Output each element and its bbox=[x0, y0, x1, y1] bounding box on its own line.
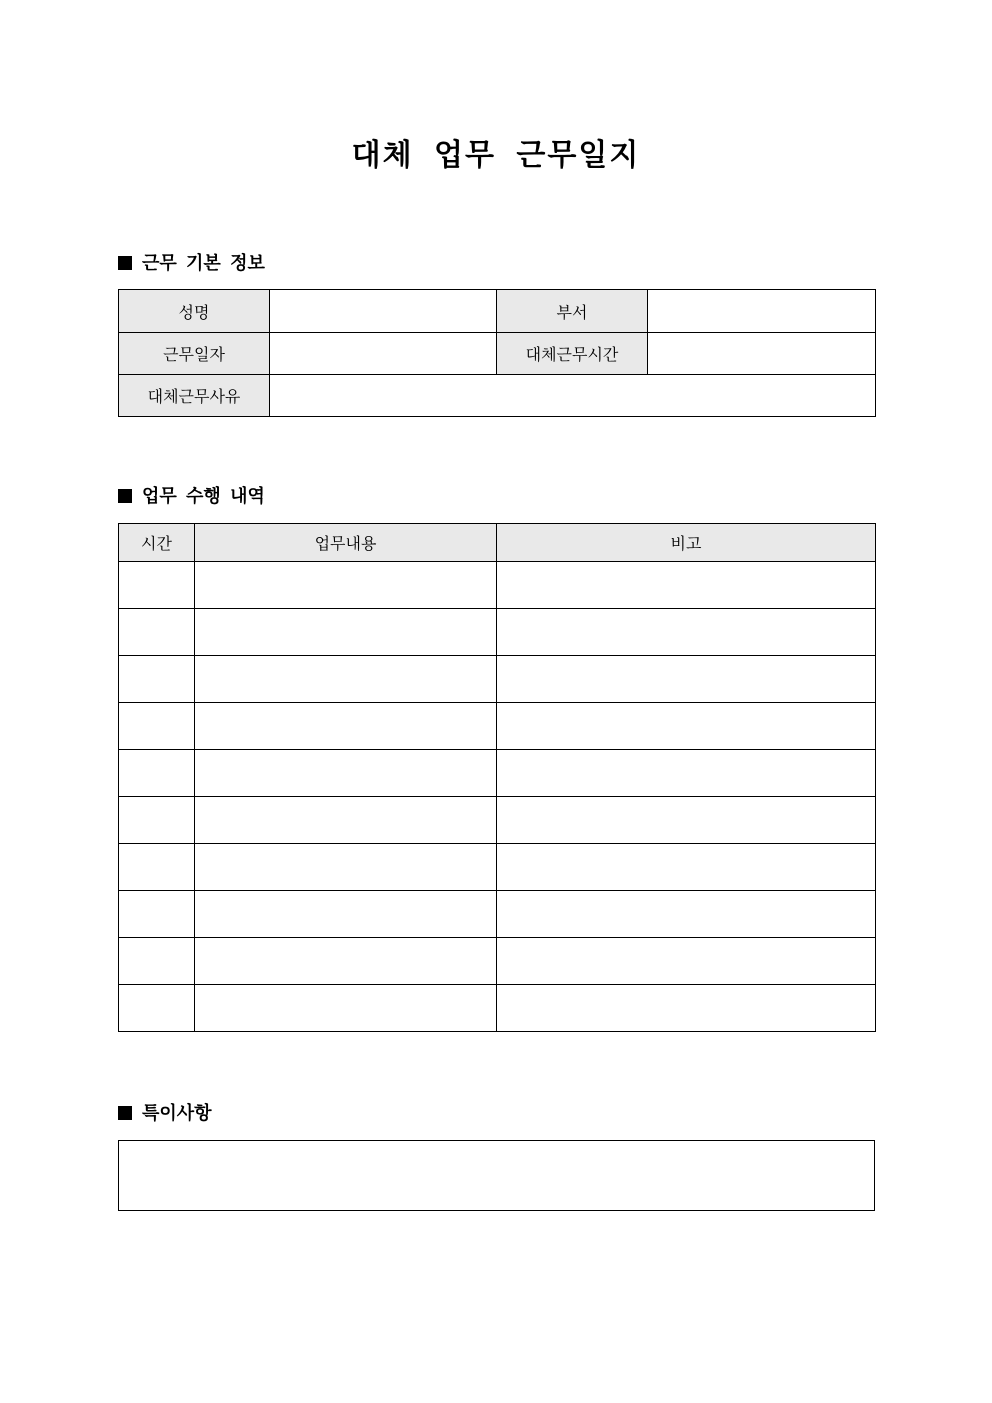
square-bullet-icon bbox=[118, 1106, 132, 1120]
time-cell[interactable] bbox=[119, 703, 195, 750]
info-row-date bbox=[119, 333, 876, 375]
time-cell[interactable] bbox=[119, 609, 195, 656]
substitute-reason-field[interactable] bbox=[270, 375, 876, 417]
task-cell[interactable] bbox=[195, 938, 497, 985]
table-row bbox=[119, 656, 876, 703]
task-log-table bbox=[118, 523, 876, 1032]
task-cell[interactable] bbox=[195, 985, 497, 1032]
substitute-reason-label: 대체근무사유 bbox=[119, 375, 270, 417]
task-cell[interactable] bbox=[195, 703, 497, 750]
note-cell[interactable] bbox=[497, 938, 876, 985]
table-row bbox=[119, 938, 876, 985]
name-label: 성명 bbox=[119, 290, 270, 333]
note-cell[interactable] bbox=[497, 562, 876, 609]
time-cell[interactable] bbox=[119, 797, 195, 844]
remarks-heading-text: 특이사항 bbox=[142, 1103, 212, 1124]
note-cell[interactable] bbox=[497, 656, 876, 703]
table-row bbox=[119, 703, 876, 750]
remarks-heading bbox=[118, 1101, 212, 1127]
task-cell[interactable] bbox=[195, 750, 497, 797]
square-bullet-icon bbox=[118, 256, 132, 270]
department-label: 부서 bbox=[497, 290, 648, 333]
note-cell[interactable] bbox=[497, 609, 876, 656]
square-bullet-icon bbox=[118, 489, 132, 503]
column-header-task: 업무내용 bbox=[195, 524, 497, 562]
table-row bbox=[119, 797, 876, 844]
time-cell[interactable] bbox=[119, 938, 195, 985]
task-cell[interactable] bbox=[195, 656, 497, 703]
note-cell[interactable] bbox=[497, 797, 876, 844]
department-field[interactable] bbox=[648, 290, 876, 333]
task-cell[interactable] bbox=[195, 891, 497, 938]
task-cell[interactable] bbox=[195, 844, 497, 891]
basic-info-heading-text: 근무 기본 정보 bbox=[142, 253, 265, 274]
time-cell[interactable] bbox=[119, 891, 195, 938]
time-cell[interactable] bbox=[119, 656, 195, 703]
page-title: 대체 업무 근무일지 bbox=[351, 138, 641, 173]
note-cell[interactable] bbox=[497, 703, 876, 750]
substitute-hours-field[interactable] bbox=[648, 333, 876, 375]
note-cell[interactable] bbox=[497, 750, 876, 797]
remarks-field[interactable] bbox=[118, 1140, 875, 1211]
column-header-note: 비고 bbox=[497, 524, 876, 562]
time-cell[interactable] bbox=[119, 844, 195, 891]
task-log-heading-text: 업무 수행 내역 bbox=[142, 486, 265, 507]
task-cell[interactable] bbox=[195, 797, 497, 844]
table-row bbox=[119, 985, 876, 1032]
note-cell[interactable] bbox=[497, 891, 876, 938]
table-row bbox=[119, 844, 876, 891]
basic-info-table bbox=[118, 289, 876, 417]
note-cell[interactable] bbox=[497, 985, 876, 1032]
info-row-name bbox=[119, 290, 876, 333]
time-cell[interactable] bbox=[119, 985, 195, 1032]
name-field[interactable] bbox=[270, 290, 497, 333]
task-cell[interactable] bbox=[195, 562, 497, 609]
time-cell[interactable] bbox=[119, 562, 195, 609]
table-row bbox=[119, 609, 876, 656]
note-cell[interactable] bbox=[497, 844, 876, 891]
task-log-header-row bbox=[119, 524, 876, 562]
time-cell[interactable] bbox=[119, 750, 195, 797]
work-date-field[interactable] bbox=[270, 333, 497, 375]
table-row bbox=[119, 562, 876, 609]
task-log-heading bbox=[118, 484, 265, 510]
info-row-reason bbox=[119, 375, 876, 417]
substitute-hours-label: 대체근무시간 bbox=[497, 333, 648, 375]
table-row bbox=[119, 750, 876, 797]
column-header-time: 시간 bbox=[119, 524, 195, 562]
task-cell[interactable] bbox=[195, 609, 497, 656]
work-date-label: 근무일자 bbox=[119, 333, 270, 375]
basic-info-heading bbox=[118, 251, 265, 277]
table-row bbox=[119, 891, 876, 938]
